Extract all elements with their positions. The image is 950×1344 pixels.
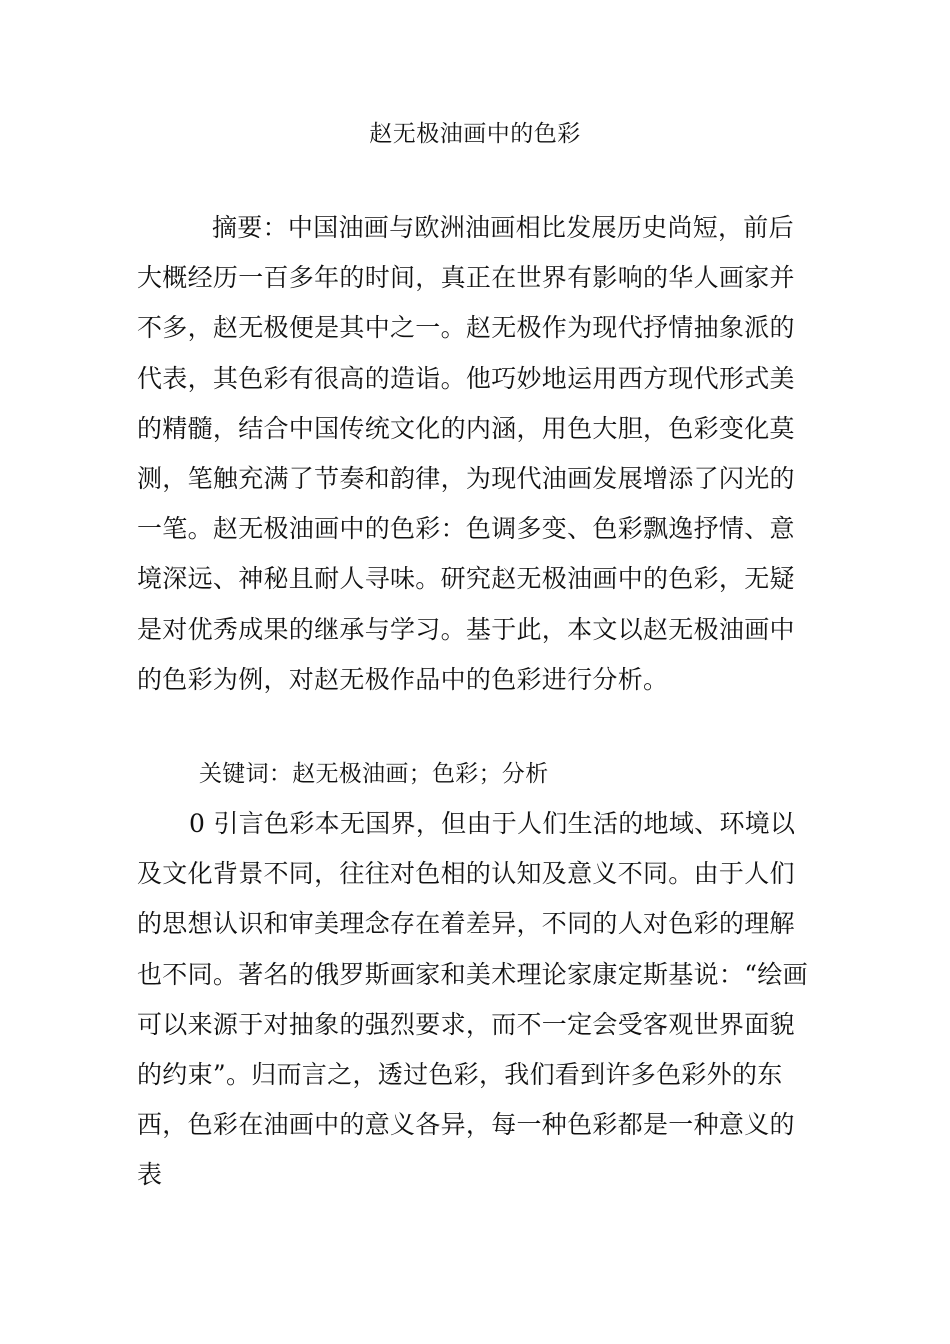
intro-paragraph: 0 引言色彩本无国界，但由于人们生活的地域、环境以及文化背景不同，往往对色相的认知及意义不同。由于人们的思想认识和审美理念存在着差异，不同的人对色彩的理解也不同。著名的俄罗斯画家和美术理论家康定斯基说：“绘画可以来源于对抽象的强烈要求，而不一定会受客观世界面貌的约束”。归而言之，透过色彩，我们看到许多色彩外的东西，色彩在油画中的意义各异，每一种色彩都是一种意义的表 <box>137 809 808 1190</box>
document-title: 赵无极油画中的色彩 <box>369 121 581 147</box>
abstract-paragraph: 摘要：中国油画与欧洲油画相比发展历史尚短，前后大概经历一百多年的时间，真正在世界有影响的华人画家并不多，赵无极便是其中之一。赵无极作为现代抒情抽象派的代表，其色彩有很高的造诣。他巧妙地运用西方现代形式美的精髓，结合中国传统文化的内涵，用色大胆，色彩变化莫测，笔触充满了节奏和韵律，为现代油画发展增添了闪光的一笔。赵无极油画中的色彩：色调多变、色彩飘逸抒情、意境深远、神秘且耐人寻味。研究赵无极油画中的色彩，无疑是对优秀成果的继承与学习。基于此，本文以赵无极油画中的色彩为例，对赵无极作品中的色彩进行分析。 <box>137 213 795 694</box>
keywords-line: 关键词：赵无极油画；色彩；分析 <box>199 761 549 787</box>
